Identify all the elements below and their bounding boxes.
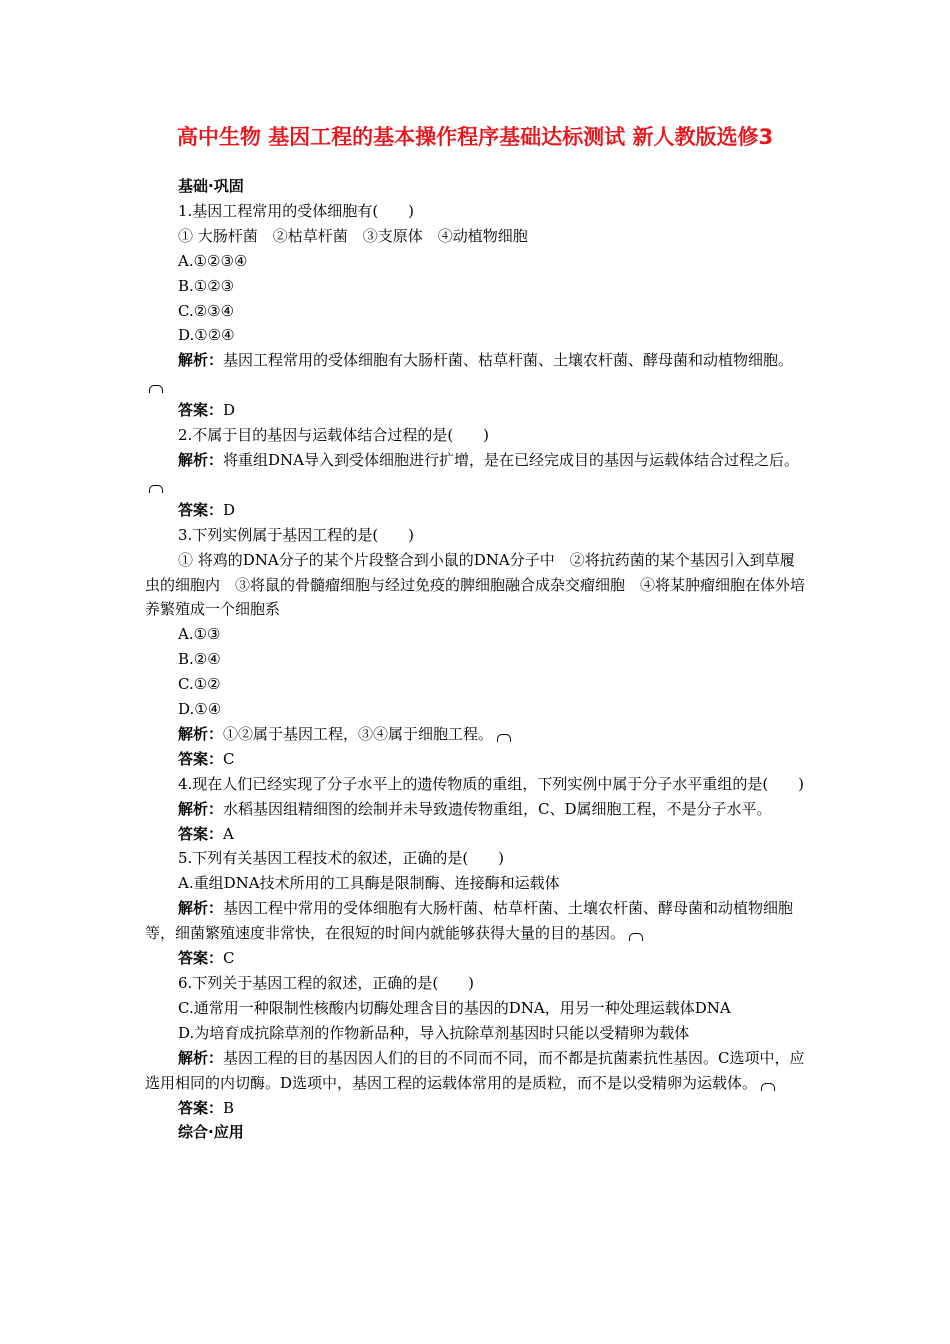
analysis-label: 解析： [178,899,224,918]
answer-label: 答案： [178,824,224,843]
q4-stem: 4.现在人们已经实现了分子水平上的遗传物质的重组，下列实例中属于分子水平重组的是( ) [178,774,805,793]
q5-analysis-text: 基因工程中常用的受体细胞有大肠杆菌、枯草杆菌、土壤农杆菌、酵母菌和动植物细胞等，细菌繁殖速度非常快，在很短的时间内就能够获得大量的目的基因。 [145,899,794,943]
q1-stem: 1.基因工程常用的受体细胞有( ) [178,201,415,220]
q6-analysis [145,1046,805,1096]
q2-analysis-text: 将重组DNA导入到受体细胞进行扩增，是在已经完成目的基因与运载体结合过程之后。 [223,450,800,469]
arc-mark-icon [149,485,163,493]
q1-analysis [145,348,805,398]
arc-mark-icon [629,933,643,941]
q2-stem: 2.不属于目的基因与运载体结合过程的是( ) [178,426,490,445]
answer-label: 答案： [178,1098,224,1117]
q3-items: ① 将鸡的DNA分子的某个片段整合到小鼠的DNA分子中 ②将抗药菌的某个基因引入到草履虫的细胞内 ③将鼠的骨髓瘤细胞与经过免疫的脾细胞融合成杂交瘤细胞 ④将某肿瘤细胞在体外培养繁殖成一个细胞系 [145,550,806,619]
section-heading-applied: 综合·应用 [178,1123,244,1142]
q4-analysis-text: 水稻基因组精细图的绘制并未导致遗传物重组，C、D属细胞工程，不是分子水平。 [223,799,772,818]
q5-answer-value: C [223,949,235,968]
q1-option-b: B.①②③ [178,276,235,295]
analysis-label: 解析： [178,351,224,370]
q4-answer-value: A [223,824,234,843]
section-heading-basic: 基础·巩固 [178,177,244,195]
analysis-label: 解析： [178,450,224,469]
q5-analysis [145,896,805,946]
q6-answer-value: B [223,1098,235,1117]
q1-answer-value: D [223,401,236,420]
analysis-label: 解析： [178,724,224,743]
analysis-label: 解析： [178,1048,224,1067]
q6-analysis-text: 基因工程的目的基因因人们的目的不同而不同，而不都是抗菌素抗性基因。C选项中，应选用相同的内切酶。D选项中，基因工程的运载体常用的是质粒，而不是以受精卵为运载体。 [145,1048,805,1092]
answer-label: 答案： [178,949,224,968]
q4-analysis [145,797,805,822]
q1-analysis-text: 基因工程常用的受体细胞有大肠杆菌、枯草杆菌、土壤农杆菌、酵母菌和动植物细胞。 [223,351,794,370]
q3-option-c: C.①② [178,675,221,694]
q6-option-d: D.为培育成抗除草剂的作物新品种，导入抗除草剂基因时只能以受精卵为载体 [178,1023,690,1042]
q3-option-b: B.②④ [178,650,221,669]
q5-stem: 5.下列有关基因工程技术的叙述，正确的是( ) [178,849,505,868]
arc-mark-icon [761,1083,775,1091]
answer-label: 答案： [178,500,224,519]
q2-analysis [145,448,805,498]
answer-label: 答案： [178,749,224,768]
q1-option-d: D.①②④ [178,326,235,345]
q5-option-a: A.重组DNA技术所用的工具酶是限制酶、连接酶和运载体 [178,874,560,893]
q1-option-c: C.②③④ [178,301,235,320]
q3-stem: 3.下列实例属于基因工程的是( ) [178,525,415,544]
q3-option-a: A.①③ [178,625,221,644]
q2-answer-value: D [223,500,236,519]
document-body [145,174,805,1145]
q3-answer [145,747,805,772]
q5-answer [145,946,805,971]
q1-items: ① 大肠杆菌 ②枯草杆菌 ③支原体 ④动植物细胞 [178,226,528,245]
q3-analysis [145,722,805,747]
arc-mark-icon [497,734,511,742]
q1-answer [145,398,805,423]
q6-option-c: C.通常用一种限制性核酸内切酶处理含目的基因的DNA，用另一种处理运载体DNA [178,998,731,1017]
q3-answer-value: C [223,749,235,768]
q2-answer [145,498,805,523]
analysis-label: 解析： [178,799,224,818]
q4-answer [145,822,805,847]
q3-analysis-text: ①②属于基因工程，③④属于细胞工程。 [223,724,494,743]
answer-label: 答案： [178,401,224,420]
q3-option-d: D.①④ [178,700,222,719]
q6-answer [145,1096,805,1121]
q6-stem: 6.下列关于基因工程的叙述，正确的是( ) [178,974,475,992]
q1-option-a: A.①②③④ [178,251,248,270]
arc-mark-icon [149,385,163,393]
page-title: 高中生物 基因工程的基本操作程序基础达标测试 新人教版选修3 [176,125,774,149]
